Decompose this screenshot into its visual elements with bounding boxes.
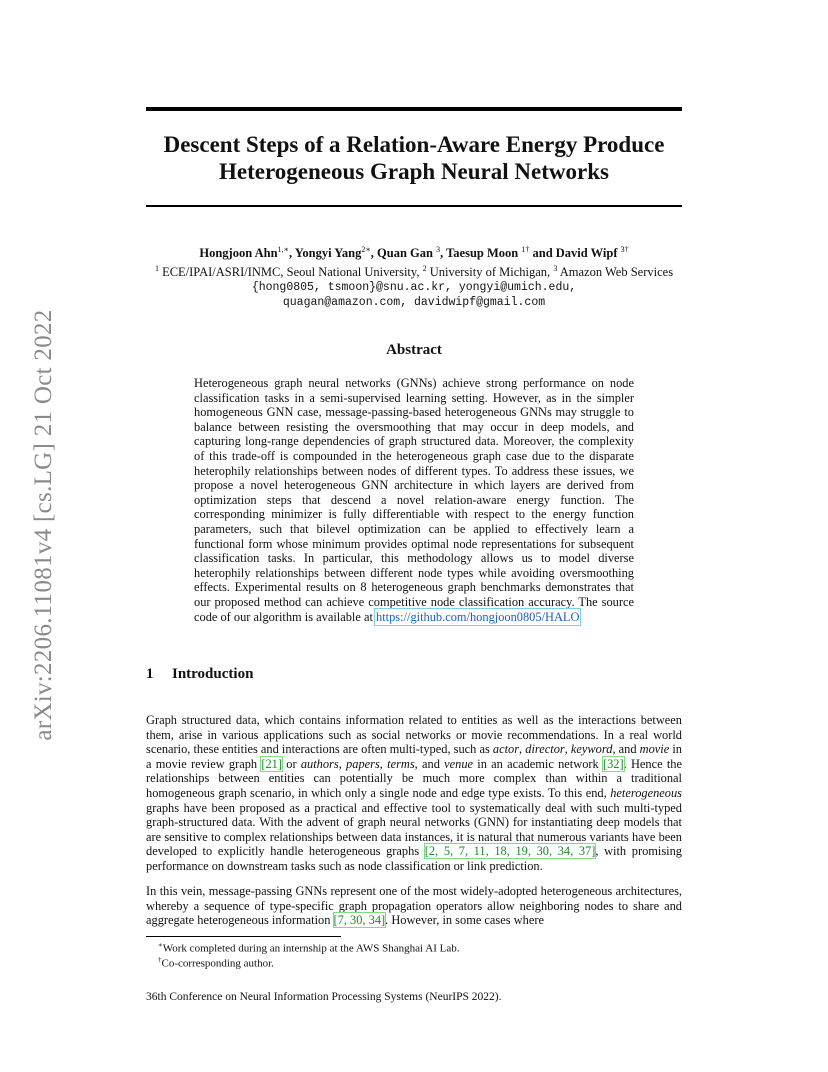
- text-run: In this vein, message-passing GNNs represent one of the most widely-adopted heterogeneous architectures, whereby a sequence of type-specific graph propagation operators allow neighboring nodes to share and aggregate heterogeneous information: [146, 884, 682, 928]
- affiliation-3-mark: 3: [553, 264, 558, 274]
- text-run: . However, in some cases where: [385, 913, 544, 928]
- author-2-mark: 2∗: [361, 245, 371, 254]
- italic-term: terms: [387, 756, 415, 771]
- author-1: Hongjoon Ahn: [199, 246, 278, 261]
- italic-term: actor: [492, 742, 520, 757]
- intro-paragraph-2: [146, 884, 682, 928]
- citation-link[interactable]: [21]: [261, 756, 283, 771]
- section-title: Introduction: [172, 666, 254, 682]
- author-block: [100, 242, 728, 310]
- text-run: or: [282, 756, 301, 771]
- text-run: , and: [612, 742, 640, 757]
- author-1-mark: 1,∗: [277, 245, 289, 254]
- text-run: ,: [564, 742, 571, 757]
- email-line-2: quagan@amazon.com, davidwipf@gmail.com: [282, 296, 546, 310]
- title-line-1: Descent Steps of a Relation-Aware Energy Produce: [163, 132, 665, 157]
- text-run: in a movie review graph: [146, 742, 682, 771]
- footnote-2-text: Co-corresponding author.: [161, 957, 274, 970]
- text-run: in an academic network: [473, 756, 603, 771]
- footnote-rule: [146, 936, 341, 937]
- venue-line: 36th Conference on Neural Information Processing Systems (NeurIPS 2022).: [146, 991, 502, 1003]
- paper-title: [146, 131, 682, 185]
- intro-paragraph-1: [146, 713, 682, 874]
- italic-term: venue: [444, 756, 474, 771]
- author-2: Yongyi Yang: [294, 246, 362, 261]
- text-run: , and: [414, 756, 445, 771]
- text-run: ,: [519, 742, 526, 757]
- italic-term: authors: [300, 756, 339, 771]
- affiliation-3: Amazon Web Services: [559, 265, 674, 280]
- author-3-mark: 3: [436, 245, 441, 254]
- text-run: , with promising performance on downstream tasks such as node classification or link prediction.: [146, 844, 683, 873]
- italic-term: movie: [639, 742, 670, 757]
- citation-link[interactable]: [7, 30, 34]: [333, 913, 386, 928]
- author-3: Quan Gan: [377, 246, 433, 261]
- arxiv-stamp: arXiv:2206.11081v4 [cs.LG] 21 Oct 2022: [30, 309, 57, 741]
- footnote-1-mark: ∗: [158, 941, 163, 949]
- author-4: Taesup Moon: [446, 246, 519, 261]
- affiliations: [100, 261, 728, 280]
- author-4-mark: 1†: [521, 245, 530, 254]
- italic-term: keyword: [570, 742, 613, 757]
- citation-link[interactable]: [2, 5, 7, 11, 18, 19, 30, 34, 37]: [424, 844, 596, 859]
- author-5-mark: 3†: [620, 245, 629, 254]
- italic-term: director: [525, 742, 565, 757]
- section-number: 1: [146, 666, 154, 682]
- title-line-2: Heterogeneous Graph Neural Networks: [219, 159, 609, 184]
- email-line-1: {hong0805, tsmoon}@snu.ac.kr, yongyi@umich.edu,: [251, 281, 577, 295]
- citation-link[interactable]: [32]: [602, 756, 624, 771]
- text-run: . Hence the relationships between entities can potentially be much more complex than within a traditional homogeneous graph scenario, in which only a single node and edge type exists. To this end,: [146, 756, 682, 800]
- text-run: Graph structured data, which contains information related to entities as well as the interactions between them, arise in various applications such as social networks or movie recommendations. In a real world scenario, these entities and interactions are often multi-typed, such as: [146, 713, 682, 757]
- text-run: graphs have been proposed as a practical and effective tool to systematically deal with such multi-typed graph-structured data. With the advent of graph neural networks (GNN) for instantiating deep models that are sensitive to complex relationships between data instances, it is natural that numerous variants have been developed to explicitly handle heterogeneous graphs: [146, 800, 682, 859]
- title-top-rule: [146, 107, 682, 111]
- affiliation-1-mark: 1: [154, 264, 159, 274]
- affiliation-2-mark: 2: [422, 264, 427, 274]
- text-run: ,: [338, 756, 347, 771]
- source-code-link[interactable]: https://github.com/hongjoon0805/HALO: [376, 609, 580, 624]
- affiliation-1: ECE/IPAI/ASRI/INMC, Seoul National University,: [162, 265, 420, 280]
- abstract-heading: Abstract: [386, 342, 442, 358]
- footnote-1-text: Work completed during an internship at the AWS Shanghai AI Lab.: [162, 942, 460, 955]
- italic-term: papers: [346, 756, 380, 771]
- text-run: ,: [379, 756, 388, 771]
- author-names: Hongjoon Ahn$^{1,∗}$, Yongyi Yang$^{2∗}$, Quan Gan $^3$, Taesup Moon $^{1\dagger}$ and David Wipf $^{3\dagger}$: [199, 245, 629, 261]
- section-heading-introduction: [146, 666, 253, 683]
- title-bottom-rule: [146, 205, 682, 207]
- abstract-text: [194, 376, 634, 624]
- italic-term: heterogeneous: [610, 785, 682, 800]
- footnote-2: [158, 954, 274, 971]
- affiliation-2: University of Michigan,: [429, 265, 551, 280]
- footnote-2-mark: †: [158, 956, 162, 964]
- abstract-body: Heterogeneous graph neural networks (GNNs) achieve strong performance on node classification tasks in a semi-supervised learning setting. However, as in the simpler homogeneous GNN case, message-passing-based heterogeneous GNNs may struggle to balance between resisting the oversmoothing that may occur in deep models, and capturing long-range dependencies of graph structured data. Moreover, the complexity of this trade-off is compounded in the heterogeneous graph case due to the disparate heterophily relationships between nodes of different types. To address these issues, we propose a novel heterogeneous GNN architecture in which layers are derived from optimization steps that descend a novel relation-aware energy function. The corresponding minimizer is fully differentiable with respect to the energy function parameters, such that bilevel optimization can be applied to effectively learn a functional form whose minimum provides optimal node representations for subsequent classification tasks. In particular, this methodology allows us to model diverse heterophily relationships between different node types while avoiding oversmoothing effects. Experimental results on 8 heterogeneous graph benchmarks demonstrates that our proposed method can achieve competitive node classification accuracy. The source code of our algorithm is available at: [194, 376, 634, 624]
- author-5: and David Wipf: [532, 246, 618, 261]
